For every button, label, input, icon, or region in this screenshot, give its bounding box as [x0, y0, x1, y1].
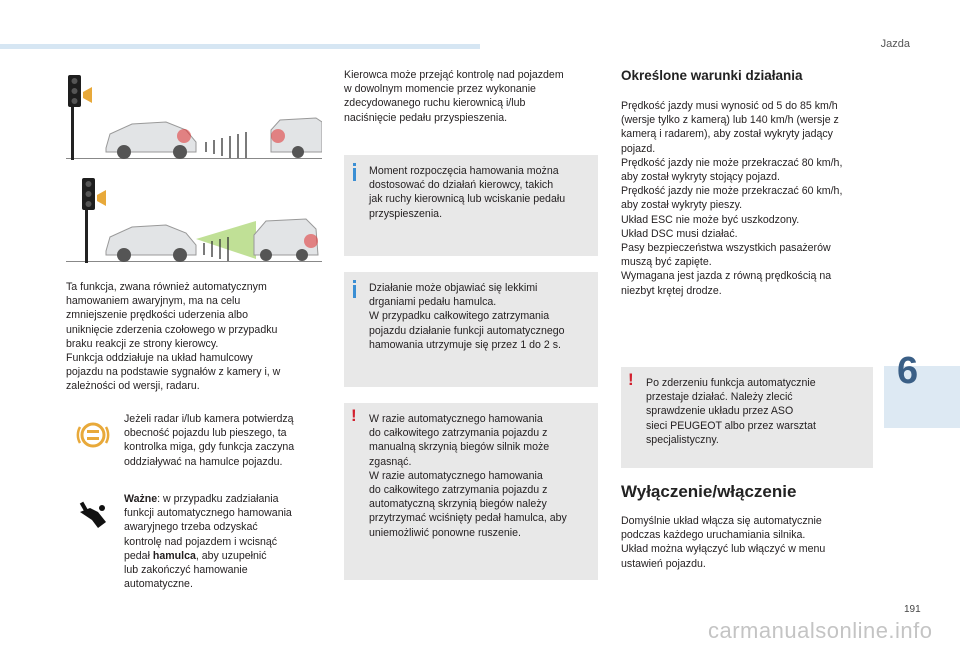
- warning-box-stall: [344, 403, 598, 580]
- intro-paragraph: Ta funkcja, zwana również automatycznym hamowaniem awaryjnym, ma na celu zmniejszenie prędkości uderzenia albo uniknięcie zderzenia czołowego w przypadku braku reakcji ze strony kierowcy. Funkcja oddziałuje na układ hamulcowy pojazdu na podstawie sygnałów z kamery i, w zależności od wersji, radaru.: [66, 281, 281, 393]
- page-number: 191: [904, 604, 921, 615]
- section-title: Jazda: [880, 38, 910, 50]
- important-text-2: , aby uzupełnić lub zakończyć hamowanie automatyczne.: [124, 549, 267, 591]
- info-box-text: Moment rozpoczęcia hamowania można dostosować do działań kierowcy, takich jak ruchy kierownicą lub wciskanie pedału przyspieszenia.: [369, 165, 566, 220]
- info-box-timing: [344, 155, 598, 256]
- radar-paragraph: Jeżeli radar i/lub kamera potwierdzą obecność pojazdu lub pieszego, ta kontrolka miga, gdy funkcja zaczyna oddziaływać na hamulce pojazdu.: [124, 413, 295, 468]
- important-bold-word: hamulca: [152, 549, 196, 562]
- chapter-number: 6: [897, 350, 919, 392]
- conditions-paragraph: Prędkość jazdy musi wynosić od 5 do 85 km/h (wersje tylko z kamerą) lub 140 km/h (wersje z kamerą i radarem), aby został wykryty jadący pojazd. Prędkość jazdy nie może przekraczać 80 km/h, aby został wykryty stojący pojazd. Prędkość jazdy nie może przekraczać 60 km/h, aby został wykryty pieszy. Układ ESC nie może być uszkodzony. Układ DSC musi działać. Pasy bezpieczeństwa wszystkich pasażerów muszą być zapięte. Wymagana jest jazda z równą prędkością na niezbyt krętej drodze.: [621, 100, 843, 297]
- info-box-vibration: [344, 272, 598, 387]
- warning-box-text: W razie automatycznego hamowania do całkowitego zatrzymania pojazdu z manualną skrzynią biegów silnik może zgasnąć. W razie automatycznego hamowania do całkowitego zatrzymania pojazdu z automatyczną skrzynią biegów należy przytrzymać wciśnięty pedał hamulca, aby uniemożliwić ponowne ruszenie.: [369, 413, 567, 539]
- important-paragraph: [124, 492, 334, 591]
- chapter-tab: [884, 366, 960, 428]
- warning-icon: !: [351, 406, 357, 425]
- hand-wrench-icon: [76, 498, 110, 532]
- heading-operating-conditions: Określone warunki działania: [621, 68, 803, 83]
- warning-box-collision: [621, 367, 873, 468]
- brake-warning-lamp-icon: [76, 418, 110, 452]
- info-box-text: Działanie może objawiać się lekkimi drganiami pedału hamulca. W przypadku całkowitego zatrzymania pojazdu działanie funkcji automatycznego hamowania utrzymuje się przez 1 do 2 s.: [369, 282, 565, 351]
- illustration-radar-braking: [66, 175, 322, 267]
- illustration-camera-braking: [66, 72, 322, 164]
- toggle-paragraph: Domyślnie układ włącza się automatycznie podczas każdego uruchamiania silnika. Układ można wyłączyć lub włączyć w menu ustawień pojazdu.: [621, 515, 826, 570]
- info-icon: [353, 168, 356, 181]
- info-icon: [353, 285, 356, 298]
- warning-box-text: Po zderzeniu funkcja automatycznie przestaje działać. Należy zlecić sprawdzenie układu przez ASO sieci PEUGEOT albo przez warsztat specjalistyczny.: [646, 377, 816, 446]
- override-paragraph: Kierowca może przejąć kontrolę nad pojazdem w dowolnym momencie przez wykonanie zdecydowanego ruchu kierownicą i/lub naciśnięcie pedału przyspieszenia.: [344, 69, 564, 124]
- watermark: carmanualsonline.info: [708, 618, 933, 643]
- header-rule: [0, 44, 480, 49]
- heading-enable-disable: Wyłączenie/włączenie: [621, 482, 797, 501]
- important-text-1: : w przypadku zadziałania funkcji automatycznego hamowania awaryjnego trzeba odzyskać kontrolę nad pojazdem i wcisnąć pedał: [124, 493, 292, 562]
- important-label: Ważne: [124, 493, 158, 505]
- warning-icon: !: [628, 370, 634, 389]
